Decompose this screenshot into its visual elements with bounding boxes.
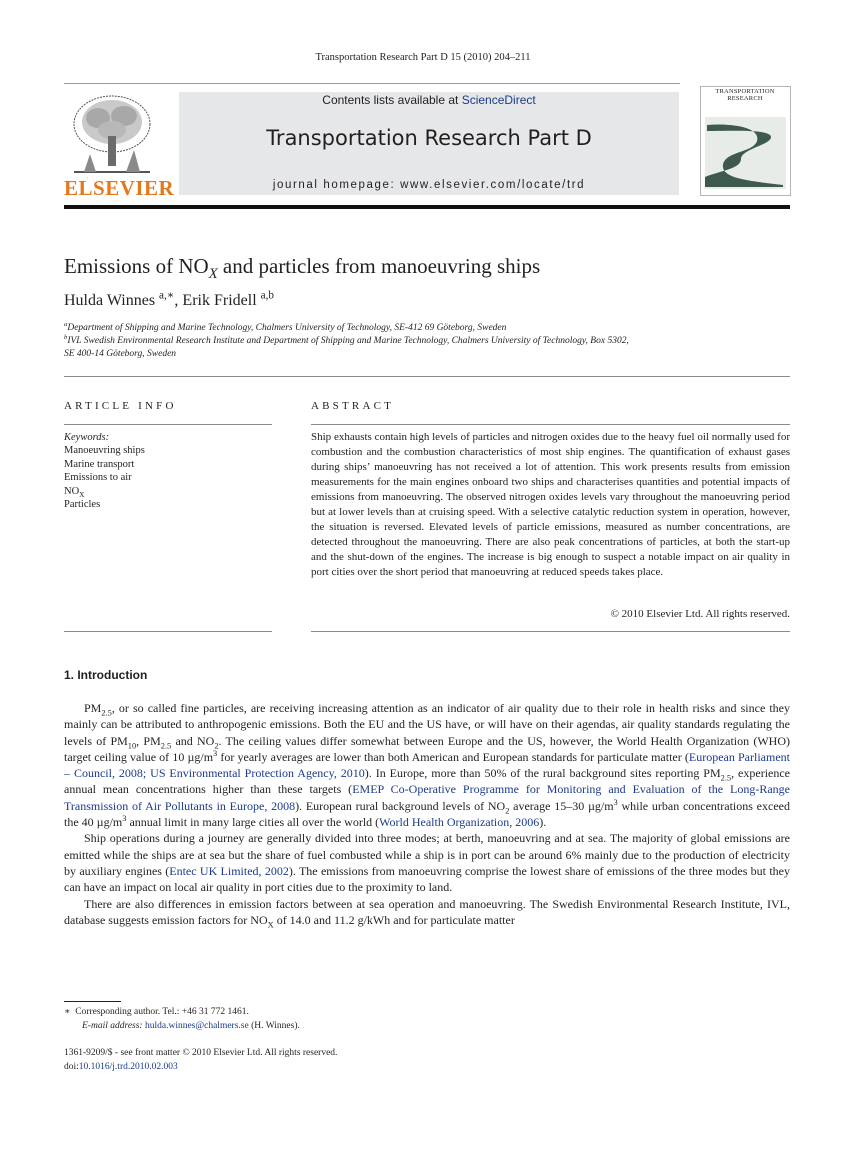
affil-mark: a	[64, 320, 68, 328]
doi-link[interactable]: 10.1016/j.trd.2010.02.003	[78, 1061, 178, 1072]
affiliation-b	[64, 335, 744, 361]
keyword: Particles	[64, 499, 101, 511]
cover-title-line-2: RESEARCH	[727, 95, 763, 102]
divider	[311, 424, 790, 425]
title-part-1: Emissions of NO	[64, 254, 209, 278]
body-text	[64, 700, 790, 928]
keywords-block	[64, 431, 272, 511]
divider	[64, 376, 790, 377]
article-title	[64, 254, 790, 283]
keyword: Manoeuvring ships	[64, 445, 145, 457]
running-citation: Transportation Research Part D 15 (2010) 204–211	[315, 52, 531, 63]
tree-illustration-icon	[64, 92, 160, 176]
affil-text: IVL Swedish Environmental Research Institute and Department of Shipping and Marine Technology, Chalmers University of Technology, Box 5302,	[67, 336, 629, 346]
doi-label: doi:	[64, 1061, 79, 1072]
keyword-subscript: X	[79, 489, 85, 499]
affil-text: SE 400-14 Göteborg, Sweden	[64, 349, 177, 359]
journal-title: Transportation Research Part D	[266, 126, 592, 150]
citation-link[interactable]: European Parliament – Council, 2008; US Environmental Protection Agency, 2010	[64, 749, 790, 781]
paragraph-3: There are also differences in emission factors between at sea operation and manoeuvring. The Swedish Environmental Research Institute, IVL, database suggests emission factors for $NO_X$ of 14.0 and 11.2 g/kWh and for particulate matter	[64, 896, 790, 930]
paragraph-1: $PM_{2.5}$, or so called fine particles, are receiving increasing attention as an indicator of air quality due to their role in health risks and since they mainly can be attributed to anthropogenic emissions. Both the EU and the US have, or will have on their agendas, air quality standards regulating the levels of $PM_{10}$, $PM_{2.5}$ and $NO_2$. The ceiling values differ somewhat between Europe and the US, however, the World Health Organization (WHO) target ceiling value of 10 $\mu g/m^3$ for yearly averages are lower than both American and European standards for particulate matter (European Parliament – Council, 2008; US Environmental Protection Agency, 2010). In Europe, more than 50% of the rural background sites reporting $PM_{2.5}$, experience annual mean concentrations higher than these targets (EMEP Co-Operative Programme for Monitoring and Evaluation of the Long-Range Transmission of Air Pollutants in Europe, 2008). European rural background levels of $NO_2$ average 15–30 $\mu g/m^3$ while urban concentrations exceed the 40 $\mu g/m^3$ annual limit in many large cities all over the world (World Health Organization, 2006).	[64, 701, 791, 830]
email-label: E-mail address:	[82, 1020, 143, 1031]
front-matter-line: 1361-9209/$ - see front matter © 2010 Elsevier Ltd. All rights reserved.	[64, 1048, 338, 1058]
author-name: Hulda Winnes	[64, 292, 156, 309]
header-divider	[64, 83, 680, 84]
title-subscript: X	[208, 266, 218, 283]
footnote-mark: ∗	[64, 1007, 71, 1017]
keyword: Marine transport	[64, 458, 135, 470]
author-affil-mark: a,b	[260, 289, 274, 302]
footnote-rule	[64, 1001, 121, 1002]
keyword	[64, 485, 272, 498]
elsevier-wordmark: ELSEVIER	[64, 176, 175, 200]
header-thick-rule	[64, 205, 790, 209]
citation-link[interactable]: EMEP Co-Operative Programme for Monitoring and Evaluation of the Long-Range Transmission of Air Pollutants in Europe, 2008	[64, 782, 790, 813]
citation-link[interactable]: World Health Organization, 2006	[379, 815, 540, 830]
contents-line	[179, 93, 679, 107]
affil-text: Department of Shipping and Marine Technology, Chalmers University of Technology, SE-412 69 Göteborg, Sweden	[67, 323, 507, 333]
citation-link[interactable]: Entec UK Limited, 2002	[169, 863, 289, 878]
paragraph-2: Ship operations during a journey are generally divided into three modes; at berth, manoeuvring and at sea. The majority of global emissions are emitted while the ships are at sea but the share of fuel combusted while a ship is in port can be around 6% mainly due to the production of electricity by auxiliary engines (Entec UK Limited, 2002). The emissions from manoeuvring comprise the lowest share of emissions of the three modes but they can have an impact on local air quality in port cities due to the proximity to land.	[64, 831, 790, 895]
contents-prefix: Contents lists available at	[322, 93, 462, 107]
title-part-2: and particles from manoeuvring ships	[217, 254, 541, 278]
road-curve-icon	[701, 87, 790, 195]
divider	[64, 631, 272, 632]
author-name: Erik Fridell	[182, 292, 257, 309]
divider	[311, 631, 790, 632]
keyword-text: NO	[64, 485, 80, 497]
keywords-label: Keywords:	[64, 432, 110, 443]
sciencedirect-link[interactable]: ScienceDirect	[461, 93, 536, 107]
journal-homepage: journal homepage: www.elsevier.com/locate/trd	[272, 179, 586, 191]
author-affil-mark: a,∗	[159, 289, 175, 302]
affiliation-a	[64, 322, 744, 335]
section-heading-introduction: 1. Introduction	[64, 668, 148, 682]
front-matter-notes	[64, 1047, 764, 1074]
email-link[interactable]: hulda.winnes@chalmers.se	[144, 1020, 249, 1031]
abstract-text: Ship exhausts contain high levels of particles and nitrogen oxides due to the heavy fuel oil normally used for combustion and the combustion characteristics of most ship engines. The quantification of exhaust gases during ships’ manoeuvring has not received a lot of attention. This work presents results from emission measurements for the main engines onboard two ships and characterises quantities and potential impacts of emissions from manoeuvring. The observed nitrogen oxides levels vary throughout the manoeuvring period but at lower levels than at cruising speed. With a selective catalytic reduction system in operation, however, the situation is reversed. Elevated levels of particle emissions, measured as number concentrations, are detected throughout the manoeuvring. There are also peak concentrations of particles, at both the start-up and the shut-down of the engines. The increase is big enough to suspect a notable impact on air quality in port cities over the short period that manoeuvring at reduced speeds takes place.	[311, 431, 790, 578]
email-suffix: (H. Winnes).	[248, 1020, 300, 1031]
article-info-heading: ARTICLE INFO	[64, 400, 177, 412]
abstract-heading: ABSTRACT	[311, 400, 395, 412]
abstract-copyright: © 2010 Elsevier Ltd. All rights reserved.	[610, 608, 790, 620]
divider	[64, 424, 272, 425]
cover-title	[704, 88, 786, 102]
keyword: Emissions to air	[64, 472, 132, 484]
corresponding-author-footnote	[64, 1006, 764, 1033]
affil-mark: b	[64, 333, 68, 341]
journal-cover-thumbnail	[700, 86, 791, 196]
author-separator: ,	[174, 292, 183, 309]
cover-title-line-1: TRANSPORTATION	[715, 88, 775, 95]
author-list	[64, 289, 274, 310]
footnote-text: Corresponding author. Tel.: +46 31 772 1461.	[75, 1007, 249, 1017]
